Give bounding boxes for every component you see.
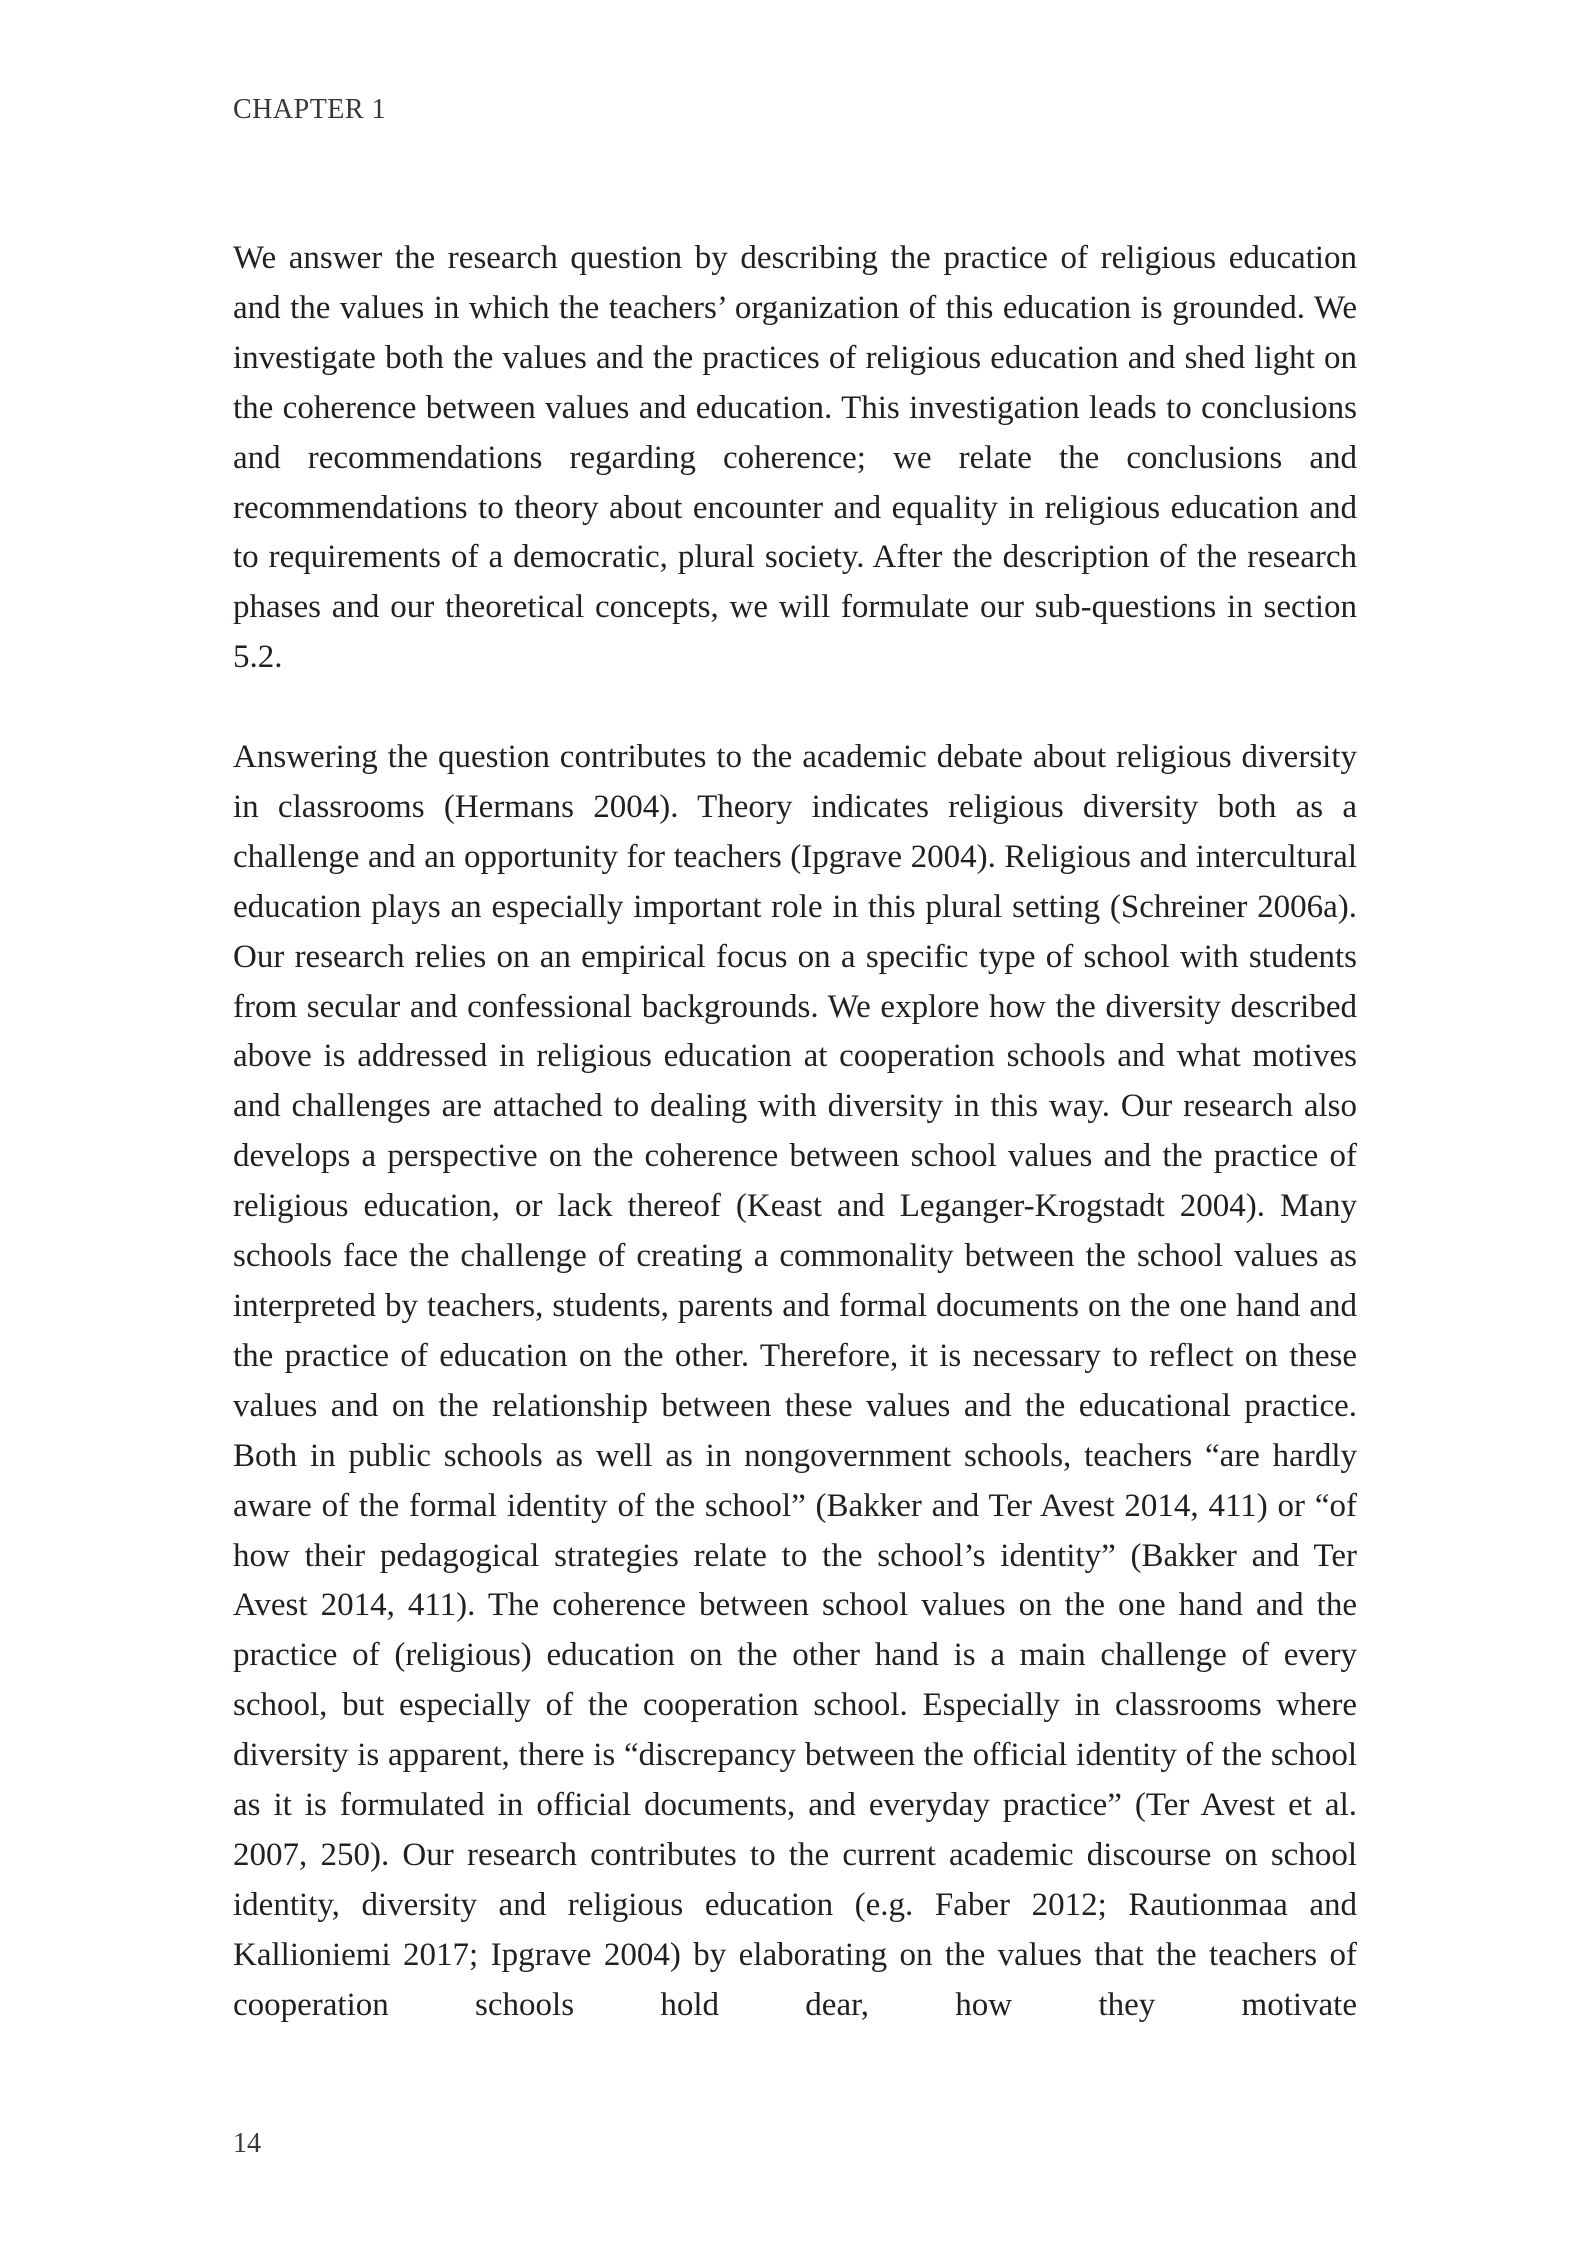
body-text: [233, 234, 1357, 2031]
running-head: CHAPTER 1: [233, 94, 387, 125]
paragraph-research-question: We answer the research question by describing the practice of religious education and the values in which the teachers’ organization of this education is grounded. We investigate both the values and the practices of religious education and shed light on the coherence between values and education. This investigation leads to conclusions and recommendations regarding coherence; we relate the conclusions and recommendations to theory about encounter and equality in religious education and to requirements of a democratic, plural society. After the description of the research phases and our theoretical concepts, we will formulate our sub-questions in section 5.2.: [233, 240, 1357, 676]
paragraph-academic-debate: Answering the question contributes to the academic debate about religious diversity in classrooms (Hermans 2004). Theory indicates religious diversity both as a challenge and an opportunity for teachers (Ipgrave 2004). Religious and intercultural education plays an especially important role in this plural setting (Schreiner 2006a). Our research relies on an empirical focus on a specific type of school with students from secular and confessional backgrounds. We explore how the diversity described above is addressed in religious education at cooperation schools and what motives and challenges are attached to dealing with diversity in this way. Our research also develops a perspective on the coherence between school values and the practice of religious education, or lack thereof (Keast and Leganger-Krogstadt 2004). Many schools face the challenge of creating a commonality between the school values as interpreted by teachers, students, parents and formal documents on the one hand and the practice of education on the other. Therefore, it is necessary to reflect on these values and on the relationship between these values and the educational practice. Both in public schools as well as in nongovernment schools, teachers “are hardly aware of the formal identity of the school” (Bakker and Ter Avest 2014, 411) or “of how their pedagogical strategies relate to the school’s identity” (Bakker and Ter Avest 2014, 411). The coherence between school values on the one hand and the practice of (religious) education on the other hand is a main challenge of every school, but especially of the cooperation school. Especially in classrooms where diversity is apparent, there is “discrepancy between the official identity of the school as it is formulated in official documents, and everyday practice” (Ter Avest et al. 2007, 250). Our research contributes to the current academic discourse on school identity, diversity and religious education (e.g. Faber 2012; Rautionmaa and Kallioniemi 2017; Ipgrave 2004) by elaborating on the values that the teachers of cooperation schools hold dear, how they motivate: [233, 739, 1357, 2023]
page-number: 14: [233, 2128, 261, 2159]
